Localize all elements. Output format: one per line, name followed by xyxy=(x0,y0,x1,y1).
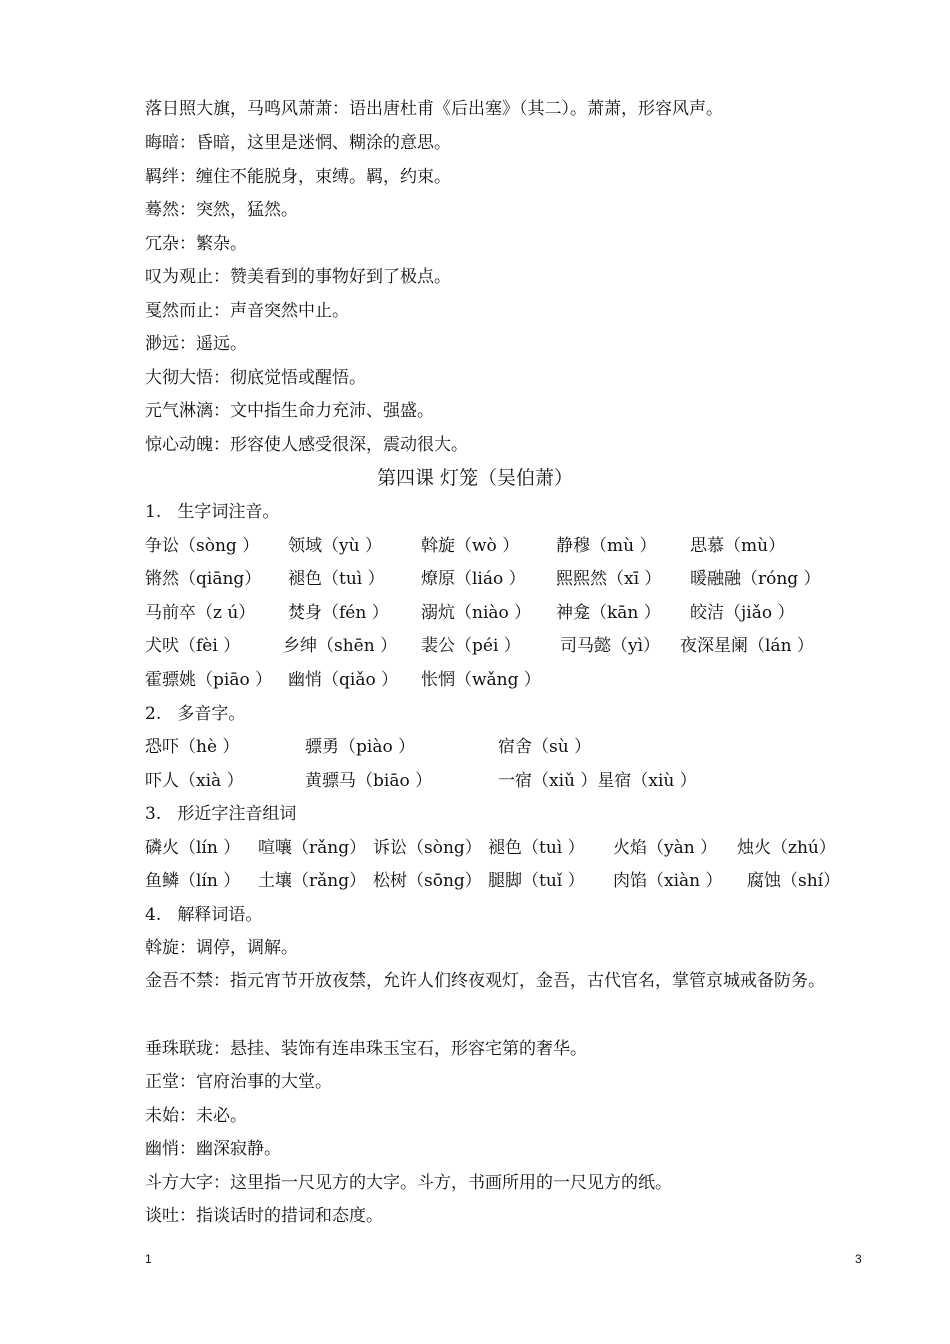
pinyin-item: 司马懿（yì） xyxy=(560,636,661,656)
pinyin-item: 熙熙然（xī ） xyxy=(556,569,662,589)
similar-char-item: 松树（sōng） xyxy=(373,871,482,891)
definition-line: 垂珠联珑：悬挂、装饰有连串珠玉宝石，形容宅第的奢华。 xyxy=(145,1039,587,1059)
polyphone-item: 一宿（xiǔ ）星宿（xiù ） xyxy=(498,771,697,791)
similar-char-item: 肉馅（xiàn ） xyxy=(613,871,723,891)
similar-char-item: 腐蚀（shí） xyxy=(747,871,841,891)
definition-line: 幽悄：幽深寂静。 xyxy=(145,1139,281,1159)
definition-line: 斗方大字：这里指一尺见方的大字。斗方，书画所用的一尺见方的纸。 xyxy=(145,1173,672,1193)
polyphone-item: 骠勇（piào ） xyxy=(305,737,416,757)
pinyin-item: 犬吠（fèi ） xyxy=(145,636,241,656)
pinyin-item: 幽悄（qiǎo ） xyxy=(288,670,399,690)
pinyin-item: 霍骠姚（piāo ） xyxy=(145,670,273,690)
lesson-title: 第四课 灯笼（吴伯萧） xyxy=(376,467,574,489)
definition-line: 斡旋：调停，调解。 xyxy=(145,938,298,958)
definition-line: 戛然而止：声音突然中止。 xyxy=(145,301,349,321)
definition-line: 羁绊：缠住不能脱身，束缚。羁，约束。 xyxy=(145,167,451,187)
definition-line: 落日照大旗，马鸣风萧萧：语出唐杜甫《后出塞》（其二）。萧萧，形容风声。 xyxy=(145,99,723,119)
definition-line: 冗杂：繁杂。 xyxy=(145,234,247,254)
polyphone-item: 恐吓（hè ） xyxy=(145,737,240,757)
similar-char-item: 磷火（lín ） xyxy=(145,838,241,858)
footer-left-number: 1 xyxy=(145,1252,152,1266)
pinyin-item: 焚身（fén ） xyxy=(288,603,389,623)
polyphone-item: 吓人（xià ） xyxy=(145,771,244,791)
pinyin-item: 锵然（qiāng） xyxy=(145,569,262,589)
similar-char-item: 土壤（rǎng） xyxy=(258,871,367,891)
polyphone-item: 宿舍（sù ） xyxy=(498,737,592,757)
definition-line: 叹为观止：赞美看到的事物好到了极点。 xyxy=(145,267,451,287)
definition-line: 渺远：遥远。 xyxy=(145,334,247,354)
pinyin-item: 怅惘（wǎng ） xyxy=(421,670,541,690)
similar-char-item: 火焰（yàn ） xyxy=(613,838,718,858)
similar-char-item: 喧嚷（rǎng） xyxy=(258,838,367,858)
pinyin-item: 乡绅（shēn ） xyxy=(283,636,398,656)
similar-char-item: 鱼鳞（lín ） xyxy=(145,871,241,891)
definition-line: 惊心动魄：形容使人感受很深，震动很大。 xyxy=(145,435,468,455)
definition-line: 大彻大悟：彻底觉悟或醒悟。 xyxy=(145,368,366,388)
definition-line: 未始：未必。 xyxy=(145,1106,247,1126)
definition-line: 元气淋漓：文中指生命力充沛、强盛。 xyxy=(145,401,434,421)
similar-char-item: 诉讼（sòng） xyxy=(373,838,482,858)
section-heading: 2. 多音字。 xyxy=(145,704,246,724)
pinyin-item: 静穆（mù ） xyxy=(556,536,657,556)
definition-paragraph: 金吾不禁：指元宵节开放夜禁，允许人们终夜观灯，金吾，古代官名，掌管京城戒备防务。 xyxy=(145,971,825,991)
definition-line: 正堂：官府治事的大堂。 xyxy=(145,1072,332,1092)
pinyin-item: 暖融融（róng ） xyxy=(690,569,821,589)
pinyin-item: 斡旋（wò ） xyxy=(421,536,520,556)
similar-char-item: 烛火（zhú） xyxy=(737,838,836,858)
pinyin-item: 思慕（mù） xyxy=(690,536,786,556)
pinyin-item: 神龛（kān ） xyxy=(556,603,661,623)
pinyin-item: 燎原（liáo ） xyxy=(421,569,526,589)
pinyin-item: 褪色（tuì ） xyxy=(288,569,385,589)
pinyin-item: 皎洁（jiǎo ） xyxy=(690,603,795,623)
definition-line: 晦暗：昏暗，这里是迷惘、糊涂的意思。 xyxy=(145,133,451,153)
pinyin-item: 领域（yù ） xyxy=(288,536,382,556)
similar-char-item: 腿脚（tuǐ ） xyxy=(488,871,585,891)
page-number: 3 xyxy=(855,1252,862,1266)
section-heading: 4. 解释词语。 xyxy=(145,905,263,925)
similar-char-item: 褪色（tuì ） xyxy=(488,838,585,858)
polyphone-item: 黄骠马（biāo ） xyxy=(305,771,433,791)
pinyin-item: 马前卒（z ú） xyxy=(145,603,256,623)
section-heading: 1. 生字词注音。 xyxy=(145,502,280,522)
pinyin-item: 溺炕（niào ） xyxy=(421,603,532,623)
pinyin-item: 争讼（sòng ） xyxy=(145,536,260,556)
section-heading: 3. 形近字注音组词 xyxy=(145,804,297,824)
definition-line: 谈吐：指谈话时的措词和态度。 xyxy=(145,1206,383,1226)
pinyin-item: 夜深星阑（lán ） xyxy=(680,636,814,656)
pinyin-item: 裴公（péi ） xyxy=(421,636,521,656)
definition-line: 蓦然：突然，猛然。 xyxy=(145,200,298,220)
